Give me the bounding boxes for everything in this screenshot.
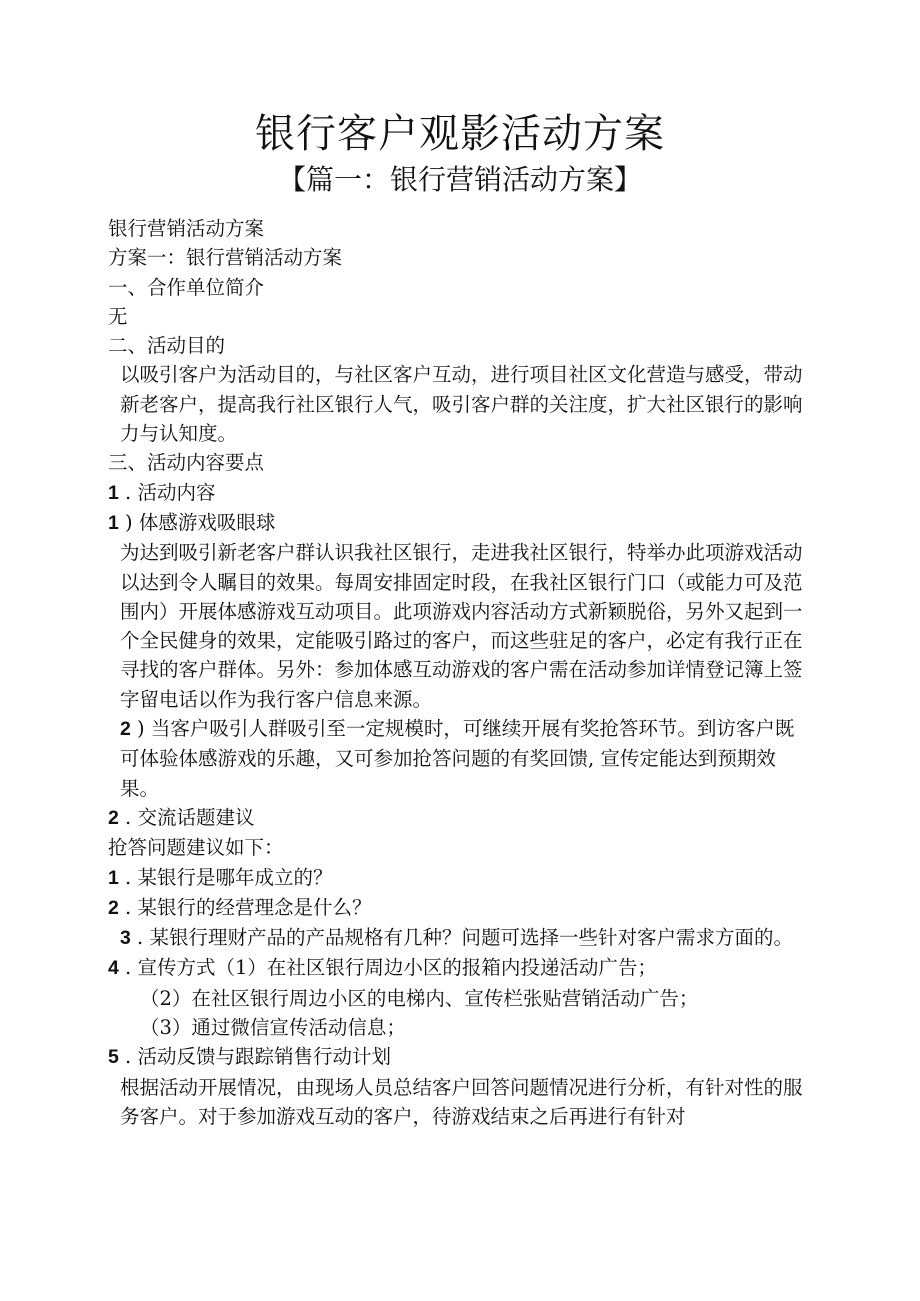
paragraph-text: 根据活动开展情况，由现场人员总结客户回答问题情况进行分析，有针对性的服务客户。对于参加游戏互动的客户，待游戏结束之后再进行有针对 [120, 1075, 803, 1128]
paragraph [108, 893, 813, 923]
document-subtitle: 【篇一：银行营销活动方案】 [277, 163, 642, 196]
paragraph-text: 方案一：银行营销活动方案 [108, 246, 343, 270]
paragraph [108, 360, 813, 448]
paragraph [108, 538, 813, 714]
paragraph-text: 以吸引客户为活动目的，与社区客户互动，进行项目社区文化营造与感受，带动新老客户，提高我行社区银行人气，吸引客户群的关注度，扩大社区银行的影响力与认知度。 [120, 363, 803, 446]
list-number: 1 [108, 511, 119, 534]
paragraph-text: 一、合作单位简介 [108, 275, 265, 299]
list-number: 3 [120, 927, 131, 950]
paragraph [108, 508, 813, 538]
paragraph [108, 273, 813, 302]
paragraph [108, 243, 813, 272]
list-number: 1 [108, 481, 119, 504]
paragraph [108, 714, 813, 803]
paragraph [108, 803, 813, 833]
list-number: 2 [108, 896, 119, 919]
paragraph [108, 1073, 813, 1132]
paragraph [108, 984, 813, 1013]
paragraph [108, 448, 813, 477]
list-number: 2 [108, 806, 119, 829]
paragraph [108, 331, 813, 360]
paragraph-text: 无 [108, 304, 128, 328]
document-title: 银行客户观影活动方案 [255, 111, 665, 157]
paragraph [108, 953, 813, 983]
paragraph-text: . 活动内容 [118, 480, 216, 504]
paragraph [108, 214, 813, 243]
paragraph-text: 三、活动内容要点 [108, 451, 265, 475]
paragraph-text: 抢答问题建议如下： [108, 836, 284, 860]
list-number: 2 [120, 718, 131, 741]
paragraph-text: ) 当客户吸引人群吸引至一定规模时，可继续开展有奖抢答环节。到访客户既可体验体感游戏的乐趣，又可参加抢答问题的有奖回馈, 宣传定能达到预期效果。 [120, 717, 795, 800]
paragraph [108, 863, 813, 893]
paragraph-text: . 某银行理财产品的产品规格有几种？问题可选择一些针对客户需求方面的。 [130, 926, 793, 950]
list-number: 5 [108, 1046, 119, 1069]
paragraph-text: . 某银行是哪年成立的？ [118, 865, 333, 889]
paragraph [108, 923, 813, 953]
paragraph-text: . 某银行的经营理念是什么？ [118, 895, 372, 919]
paragraph-text: . 宣传方式（1）在社区银行周边小区的报箱内投递活动广告； [118, 956, 657, 980]
paragraph-text: 银行营销活动方案 [108, 217, 265, 240]
paragraph-text: （3）通过微信宣传活动信息； [140, 1016, 406, 1040]
paragraph [108, 302, 813, 331]
list-number: 1 [108, 866, 119, 889]
list-number: 4 [108, 957, 119, 980]
paragraph-text: . 交流话题建议 [118, 805, 255, 829]
paragraph-text: . 活动反馈与跟踪销售行动计划 [118, 1045, 391, 1069]
paragraph [108, 478, 813, 508]
paragraph-text: （2）在社区银行周边小区的电梯内、宣传栏张贴营销活动广告； [140, 986, 699, 1010]
document-body [108, 214, 813, 1131]
paragraph-text: 为达到吸引新老客户群认识我社区银行，走进我社区银行，特举办此项游戏活动以达到令人瞩目的效果。每周安排固定时段，在我社区银行门口（或能力可及范围内）开展体感游戏互动项目。此项游戏内容活动方式新颖脱俗，另外又起到一个全民健身的效果，定能吸引路过的客户，而这些驻足的客户，必定有我行正在寻找的客户群体。另外：参加体感互动游戏的客户需在活动参加详情登记簿上签字留电话以作为我行客户信息来源。 [120, 541, 803, 711]
paragraph [108, 1013, 813, 1042]
paragraph-text: 二、活动目的 [108, 334, 226, 358]
paragraph [108, 1042, 813, 1072]
paragraph-text: ) 体感游戏吸眼球 [118, 510, 276, 534]
paragraph [108, 833, 813, 862]
